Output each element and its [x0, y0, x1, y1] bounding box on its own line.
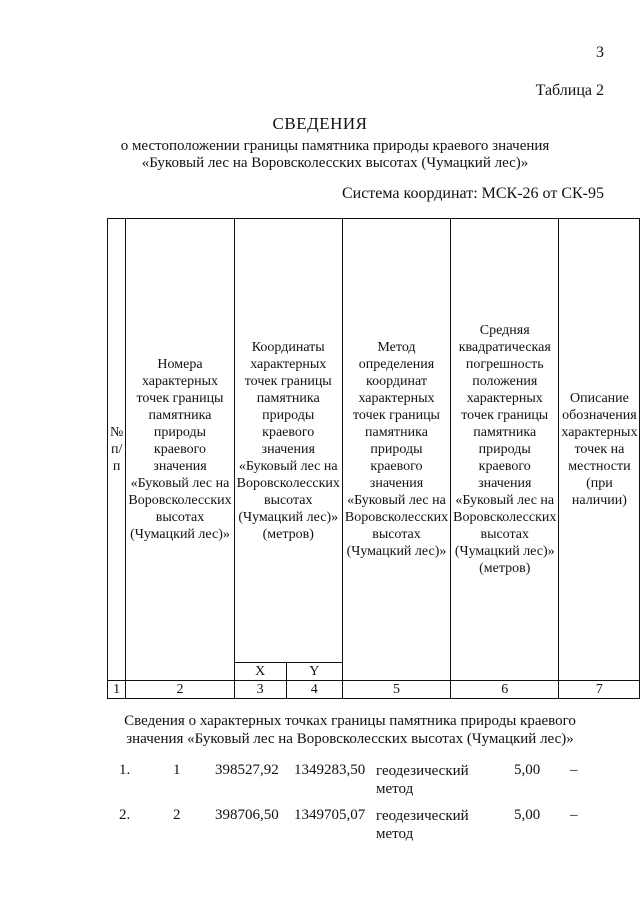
header-x: X: [234, 663, 286, 681]
section-title-line-2: значения «Буковый лес на Воровсколесских высотах (Чумацкий лес)»: [126, 731, 574, 747]
header-y: Y: [286, 663, 342, 681]
column-number: 3: [234, 681, 286, 699]
header-description: Описание обозначения характерных точек на местности (при наличии): [559, 219, 640, 681]
header-mean-error: Средняя квадратическая погрешность положения характерных точек границы памятника природы краевого значения «Буковый лес на Воровсколесских высотах (Чумацкий лес)» (метров): [451, 219, 559, 681]
row-y: 1349283,50: [294, 762, 366, 778]
header-number: № п/п: [108, 219, 126, 681]
header-method: Метод определения координат характерных точек границы памятника природы краевого значения «Буковый лес на Воровсколесских высотах (Чумацкий лес)»: [342, 219, 450, 681]
row-point: 2: [173, 807, 181, 823]
row-point: 1: [173, 762, 181, 778]
page-number: 3: [596, 44, 604, 61]
row-method-line-2: метод: [376, 826, 414, 842]
row-y: 1349705,07: [294, 807, 366, 823]
row-description: –: [570, 762, 578, 778]
row-x: 398706,50: [215, 807, 279, 823]
table-label: Таблица 2: [535, 82, 604, 99]
column-number: 5: [342, 681, 450, 699]
section-title-line-1: Сведения о характерных точках границы памятника природы краевого: [124, 713, 576, 729]
row-index: 2.: [119, 807, 131, 823]
row-method-line-2: метод: [376, 781, 414, 797]
subtitle-line-2: «Буковый лес на Воровсколесских высотах (Чумацкий лес)»: [141, 155, 529, 171]
row-index: 1.: [119, 762, 131, 778]
row-x: 398527,92: [215, 762, 279, 778]
row-method-line-1: геодезический: [376, 763, 469, 779]
document-title: СВЕДЕНИЯ: [272, 114, 368, 133]
coordinate-system: Система координат: МСК-26 от СК-95: [341, 185, 604, 202]
row-method: [376, 762, 476, 798]
row-error: 5,00: [514, 807, 541, 823]
row-method-line-1: геодезический: [376, 808, 469, 824]
header-coordinates: Координаты характерных точек границы памятника природы краевого значения «Буковый лес на Воровсколесских высотах (Чумацкий лес)» (метров): [234, 219, 342, 663]
column-number: 2: [126, 681, 234, 699]
row-description: –: [570, 807, 578, 823]
section-title: [100, 712, 600, 748]
column-number: 4: [286, 681, 342, 699]
column-number: 7: [559, 681, 640, 699]
column-number: 1: [108, 681, 126, 699]
header-point-numbers: Номера характерных точек границы памятника природы краевого значения «Буковый лес на Воровсколесских высотах (Чумацкий лес)»: [126, 219, 234, 681]
row-method: [376, 807, 476, 843]
coordinates-table: [107, 218, 640, 699]
row-error: 5,00: [514, 762, 541, 778]
document-subtitle: [30, 138, 640, 172]
subtitle-line-1: о местоположении границы памятника природы краевого значения: [120, 138, 550, 154]
column-number: 6: [451, 681, 559, 699]
